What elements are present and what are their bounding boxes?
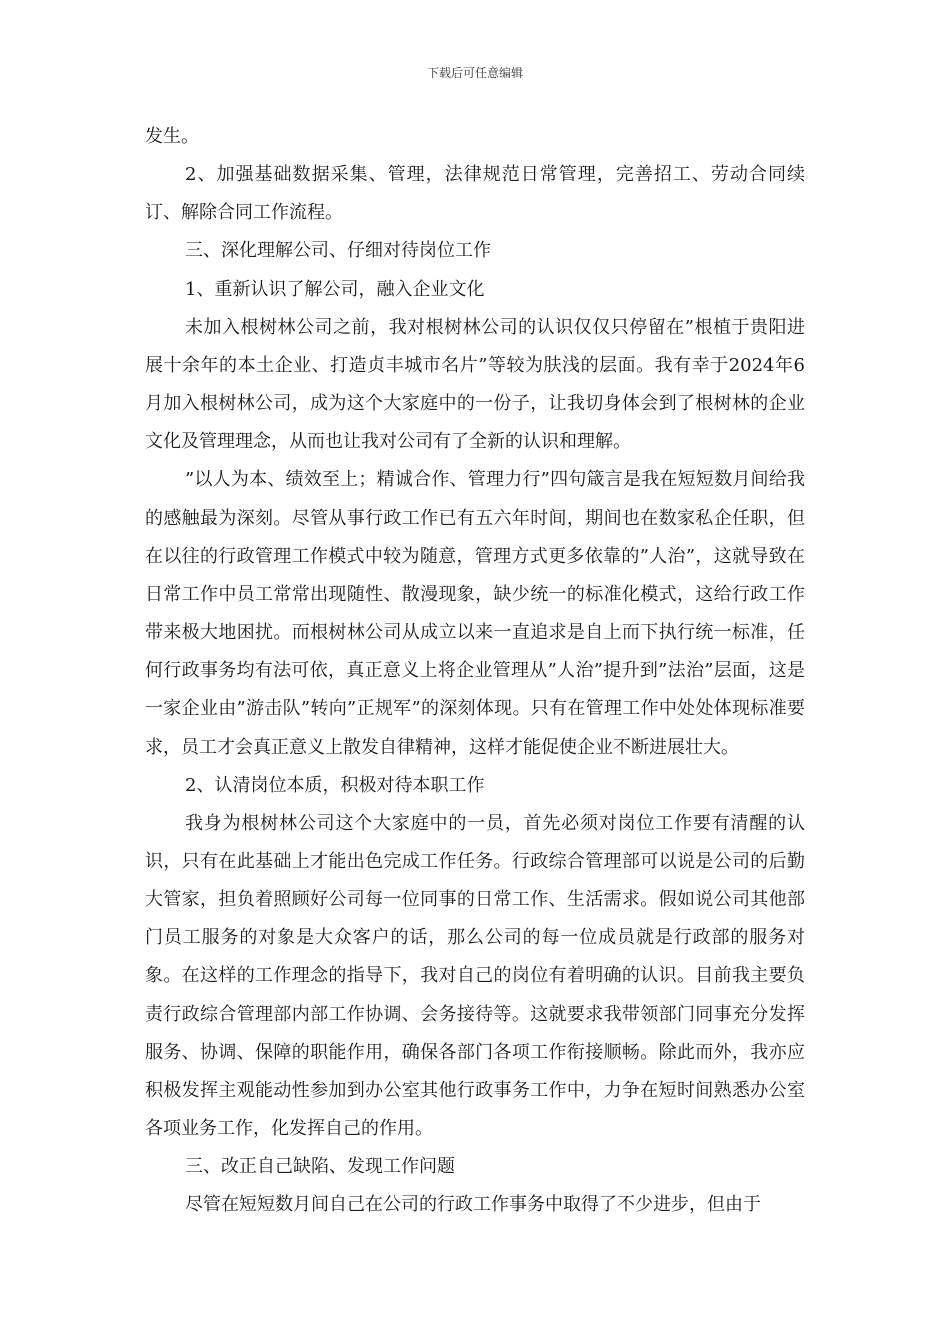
- paragraph-3: 未加入根树林公司之前，我对根树林公司的认识仅仅只停留在”根植于贵阳进展十余年的本土企业、打造贞丰城市名片”等较为肤浅的层面。我有幸于2024年6月加入根树林公司，成为这个大家庭中的一份子，让我切身体会到了根树林的企业文化及管理理念，从而也让我对公司有了全新的认识和理解。: [145, 316, 805, 453]
- paragraph-1: 发生。: [145, 126, 199, 147]
- paragraph-6: 尽管在短短数月间自己在公司的行政工作事务中取得了不少进步，但由于: [185, 1194, 761, 1216]
- page-header-note: 下载后可任意编辑: [426, 66, 523, 80]
- paragraph-4: ”以人为本、绩效至上；精诚合作、管理力行”四句箴言是我在短短数月间给我的感触最为深刻。尽管从事行政工作已有五六年时间，期间也在数家私企任职，但在以往的行政管理工作模式中较为随意，管理方式更多依靠的”人治”，这就导致在日常工作中员工常常出现随性、散漫现象，缺少统一的标准化模式，这给行政工作带来极大地困扰。而根树林公司从成立以来一直追求是自上而下执行统一标准，任何行政事务均有法可依，真正意义上将企业管理从”人治”提升到”法治”层面，这是一家企业由”游击队”转向”正规军”的深刻体现。只有在管理工作中处处体现标准要求，员工才会真正意义上散发自律精神，这样才能促使企业不断进展壮大。: [145, 469, 805, 758]
- paragraph-5: 我身为根树林公司这个大家庭中的一员，首先必须对岗位工作要有清醒的认识，只有在此基础上才能出色完成工作任务。行政综合管理部可以说是公司的后勤大管家，担负着照顾好公司每一位同事的日常工作、生活需求。假如说公司其他部门员工服务的对象是大众客户的话，那么公司的每一位成员就是行政部的服务对象。在这样的工作理念的指导下，我对自己的岗位有着明确的认识。目前我主要负责行政综合管理部内部工作协调、会务接待等。这就要求我带领部门同事充分发挥服务、协调、保障的职能作用，确保各部门各项工作衔接顺畅。除此而外，我亦应积极发挥主观能动性参加到办公室其他行政事务工作中，力争在短时间熟悉办公室各项业务工作，化发挥自己的作用。: [145, 812, 805, 1140]
- section-heading-3b: 三、改正自己缺陷、发现工作问题: [185, 1156, 455, 1178]
- paragraph-2: 2、加强基础数据采集、管理，法律规范日常管理，完善招工、劳动合同续订、解除合同工作流程。: [145, 164, 805, 224]
- subheading-1: 1、重新认识了解公司，融入企业文化: [185, 278, 485, 300]
- subheading-2: 2、认清岗位本质，积极对待本职工作: [185, 774, 485, 796]
- section-heading-3: 三、深化理解公司、仔细对待岗位工作: [185, 240, 491, 262]
- document-body: [145, 118, 805, 1225]
